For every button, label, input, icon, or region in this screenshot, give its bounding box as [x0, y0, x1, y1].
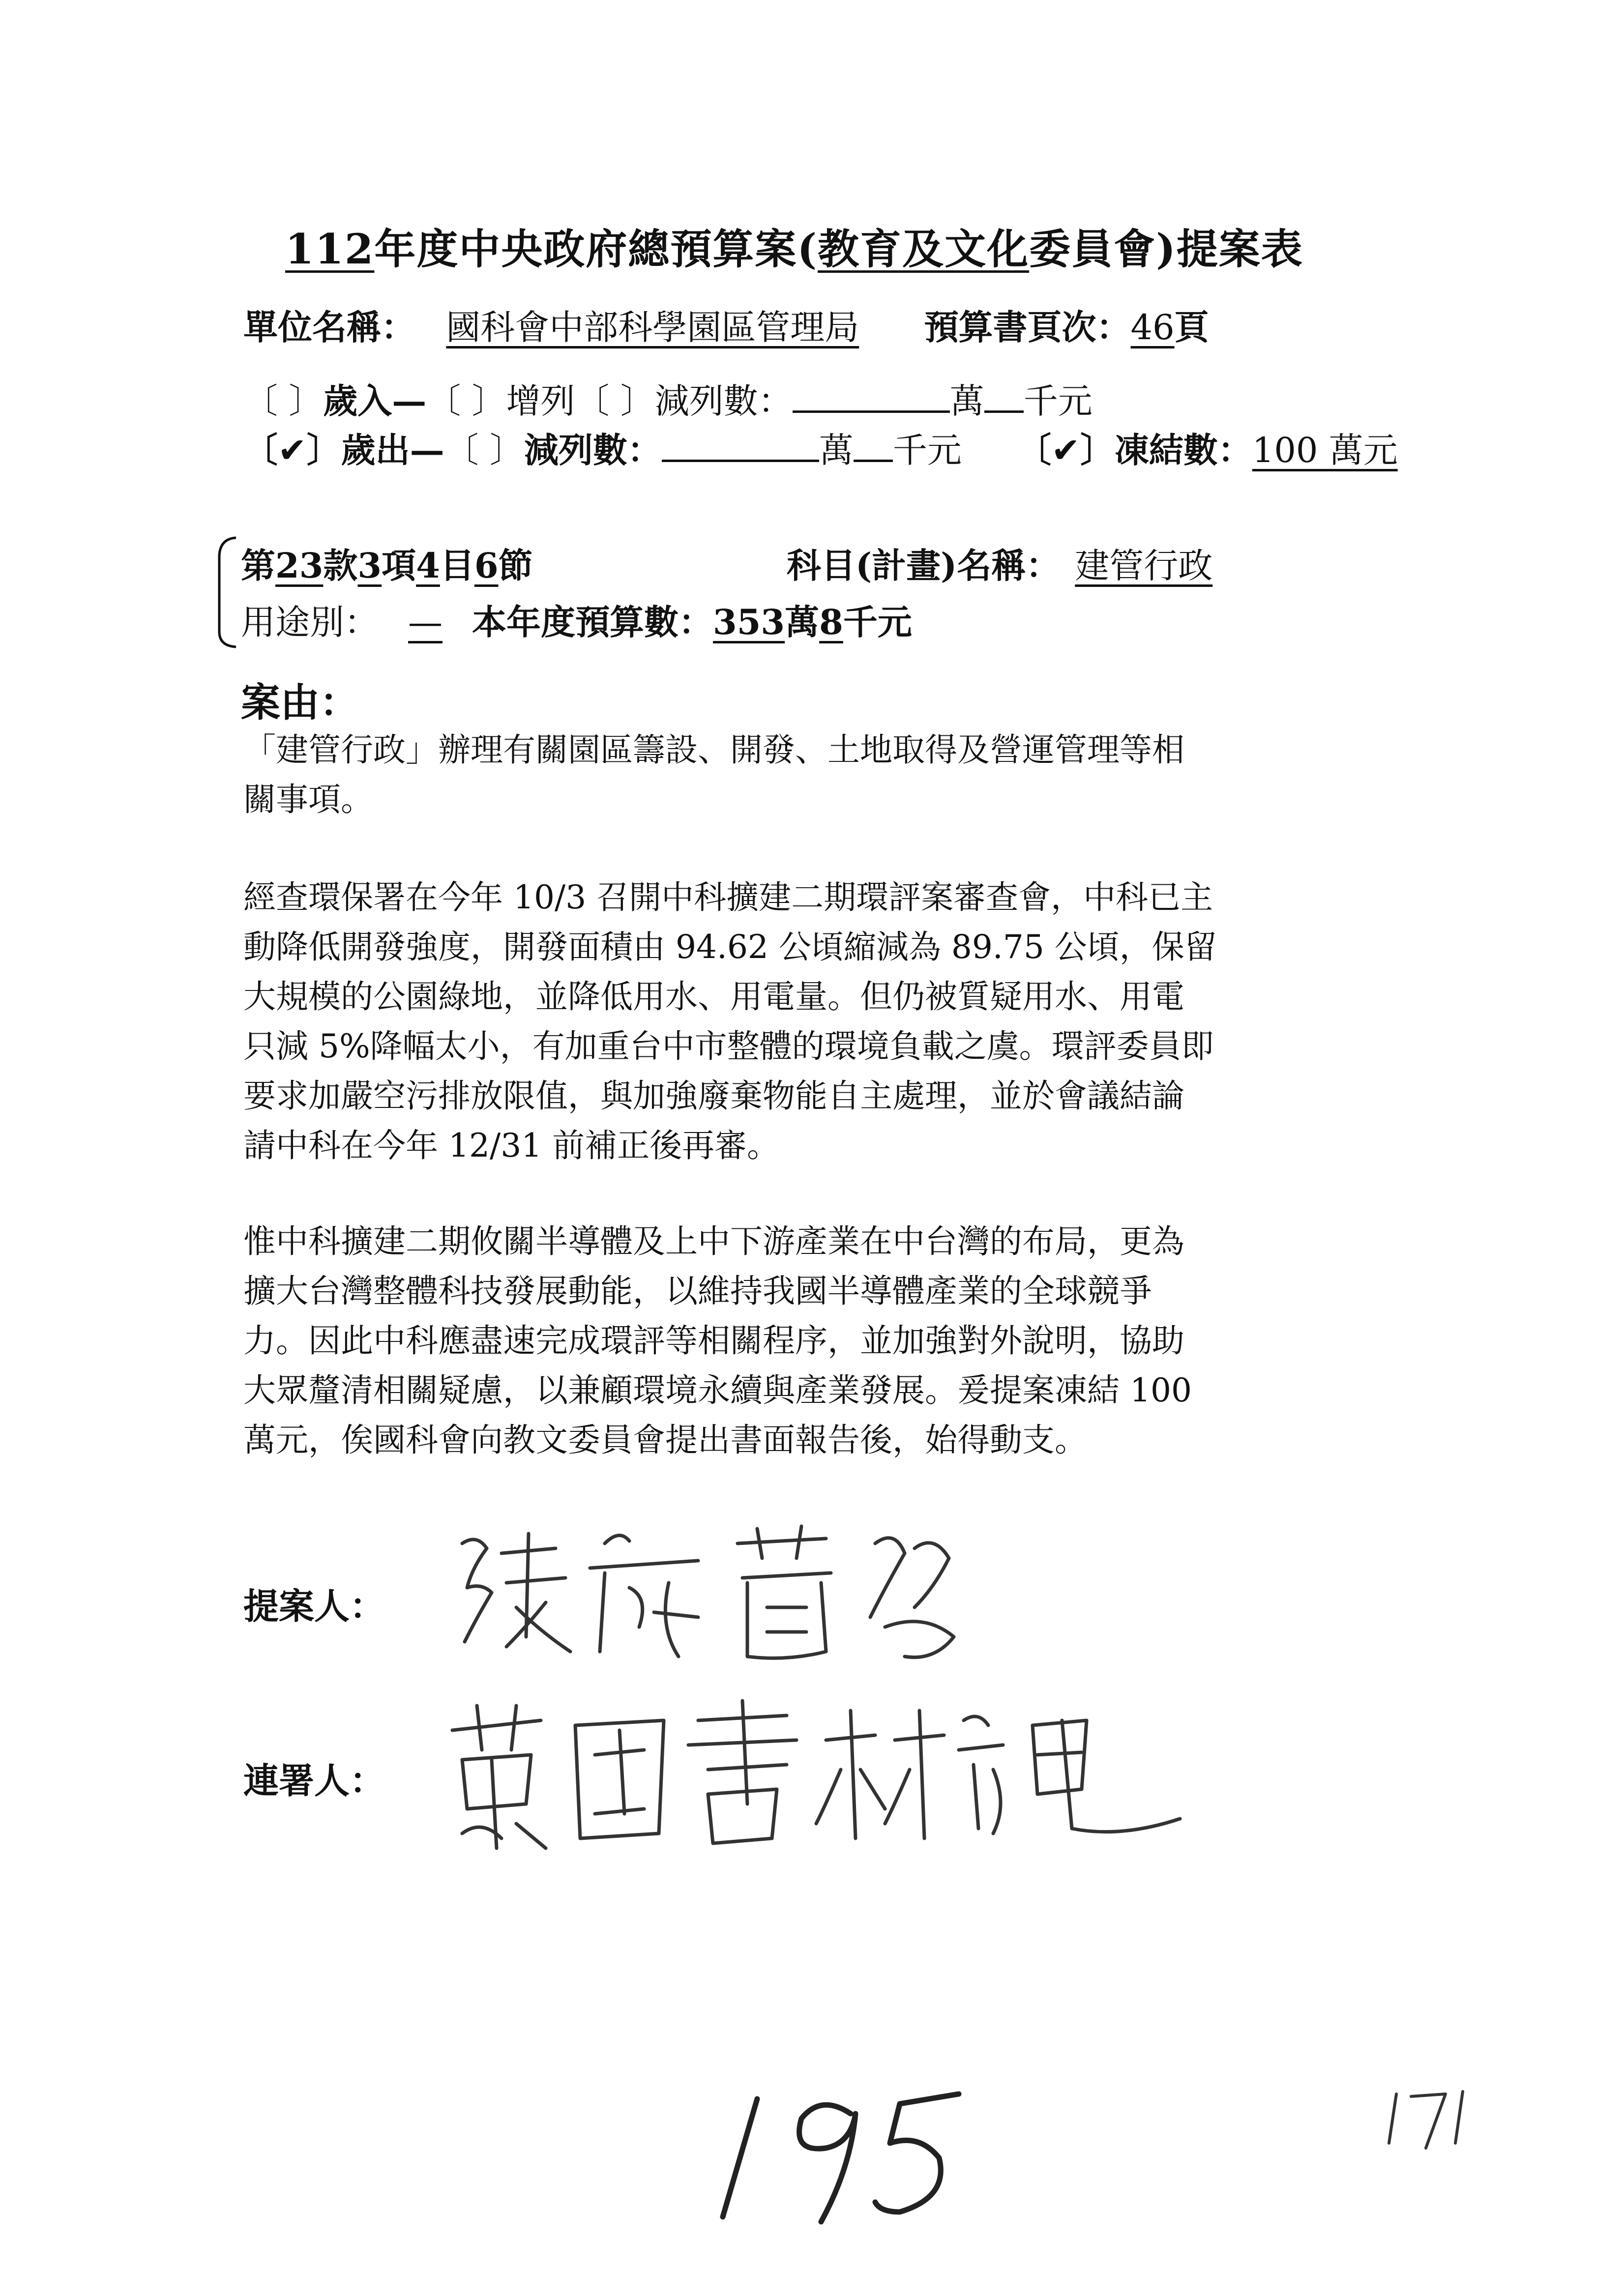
- reason-line: 請中科在今年 12/31 前補正後再審。: [243, 1127, 780, 1164]
- page-value: 46: [1130, 307, 1175, 348]
- page-label: 預算書頁次：: [924, 307, 1131, 348]
- revenue-qian: 千元: [1023, 381, 1093, 421]
- title-committee: 教育及文化: [818, 225, 1030, 273]
- reason-line: 只減 5%降幅太小，有加重台中市整體的環境負載之虞。環評委員即: [243, 1027, 1214, 1065]
- expense-qian: 千元: [892, 430, 962, 470]
- reason-line: 動降低開發強度，開發面積由 94.62 公頃縮減為 89.75 公頃，保留: [243, 928, 1217, 966]
- expense-wan: 萬: [819, 430, 854, 470]
- expense-label: 歲出—: [341, 430, 444, 470]
- usage-value: —: [408, 602, 443, 642]
- title-main: 年度中央政府總預算案(: [374, 225, 818, 273]
- reason-heading: 案由：: [241, 679, 359, 726]
- reason-line: 大規模的公園綠地，並降低用水、用電量。但仍被質疑用水、用電: [243, 978, 1184, 1016]
- kuan-label: 款: [323, 545, 358, 586]
- jie-number: 6: [474, 545, 499, 586]
- revenue-checkbox: 〔 〕: [243, 381, 324, 421]
- reason-line: 「建管行政」辦理有關園區籌設、開發、土地取得及營運管理等相: [243, 731, 1184, 769]
- decrease-checkbox: 〔 〕: [575, 381, 655, 421]
- reason-line: 力。因此中科應盡速完成環評等相關程序，並加強對外說明，協助: [243, 1322, 1184, 1360]
- xiang-number: 3: [357, 545, 382, 586]
- reason-line: 大眾釐清相關疑慮，以兼顧環境永續與產業發展。爰提案凍結 100: [243, 1371, 1192, 1409]
- budget-wan-label: 萬: [785, 602, 820, 642]
- jie-label: 節: [498, 545, 533, 586]
- expense-line: [243, 423, 1398, 472]
- reason-line: 惟中科擴建二期攸關半導體及上中下游產業在中台灣的布局，更為: [243, 1222, 1184, 1260]
- handwritten-page-number: [703, 2079, 978, 2227]
- section-di: 第: [241, 545, 275, 586]
- reason-line: 要求加嚴空污排放限值，與加強廢棄物能自主處理，並於會議結論: [243, 1077, 1184, 1115]
- section-line: [241, 538, 533, 588]
- freeze-label: 凍結數：: [1114, 430, 1252, 470]
- revenue-label: 歲入—: [323, 380, 427, 421]
- reason-line: 萬元，俟國科會向教文委員會提出書面報告後，始得動支。: [243, 1421, 1087, 1459]
- xiang-label: 項: [382, 545, 416, 586]
- mu-number: 4: [416, 545, 440, 586]
- reason-paragraph-3: [243, 1217, 1389, 1465]
- revenue-amount-blank: [793, 380, 950, 413]
- form-title: [285, 216, 1303, 276]
- subject-line: [787, 538, 1227, 588]
- cosigner-signature: [433, 1691, 1200, 1853]
- reason-line: 經查環保署在今年 10/3 召開中科擴建二期環評案審查會，中科已主: [243, 878, 1213, 916]
- decrease-label: 減列數：: [654, 381, 793, 421]
- handwritten-corner-number: [1377, 2084, 1475, 2153]
- increase-label: 增列: [506, 381, 575, 421]
- proposer-signature: [443, 1514, 1057, 1676]
- revenue-line: [243, 374, 1093, 423]
- revenue-qian-blank: [984, 380, 1024, 413]
- title-tail: 委員會)提案表: [1029, 225, 1303, 273]
- reason-line: 擴大台灣整體科技發展動能，以維持我國半導體產業的全球競爭: [243, 1272, 1152, 1310]
- expense-amount-blank: [662, 429, 819, 462]
- usage-line: [241, 595, 912, 644]
- usage-label: 用途別：: [241, 602, 379, 642]
- increase-checkbox: 〔 〕: [426, 381, 506, 421]
- revenue-wan: 萬: [949, 381, 984, 421]
- title-year: 112: [285, 225, 375, 273]
- unit-line: [243, 300, 1209, 349]
- budget-label: 本年度預算數：: [472, 602, 713, 642]
- reason-paragraph-2: [243, 872, 1389, 1170]
- expense-decrease-checkbox: 〔 〕: [444, 430, 524, 470]
- cosigner-label: 連署人：: [243, 1760, 385, 1802]
- budget-qian-label: 千元: [843, 602, 912, 642]
- mu-label: 目: [440, 545, 474, 586]
- expense-qian-blank: [854, 429, 893, 462]
- freeze-checkbox: 〔✔〕: [1017, 430, 1115, 470]
- expense-checkbox: 〔✔〕: [243, 430, 341, 470]
- budget-qian-value: 8: [819, 602, 843, 642]
- expense-decrease-label: 減列數：: [524, 430, 662, 470]
- section-brace: [211, 536, 241, 649]
- budget-wan-value: 353: [713, 602, 785, 642]
- unit-label: 單位名稱：: [243, 307, 415, 348]
- proposer-label: 提案人：: [243, 1585, 385, 1627]
- freeze-value: 100 萬元: [1252, 430, 1398, 470]
- unit-value: 國科會中部科學園區管理局: [446, 307, 859, 348]
- subject-value: 建管行政: [1075, 546, 1213, 586]
- reason-paragraph-1: [243, 725, 1389, 824]
- reason-line: 關事項。: [243, 781, 373, 818]
- kuan-number: 23: [275, 545, 324, 586]
- page-suffix: 頁: [1174, 307, 1209, 348]
- subject-label: 科目(計畫)名稱：: [787, 545, 1061, 586]
